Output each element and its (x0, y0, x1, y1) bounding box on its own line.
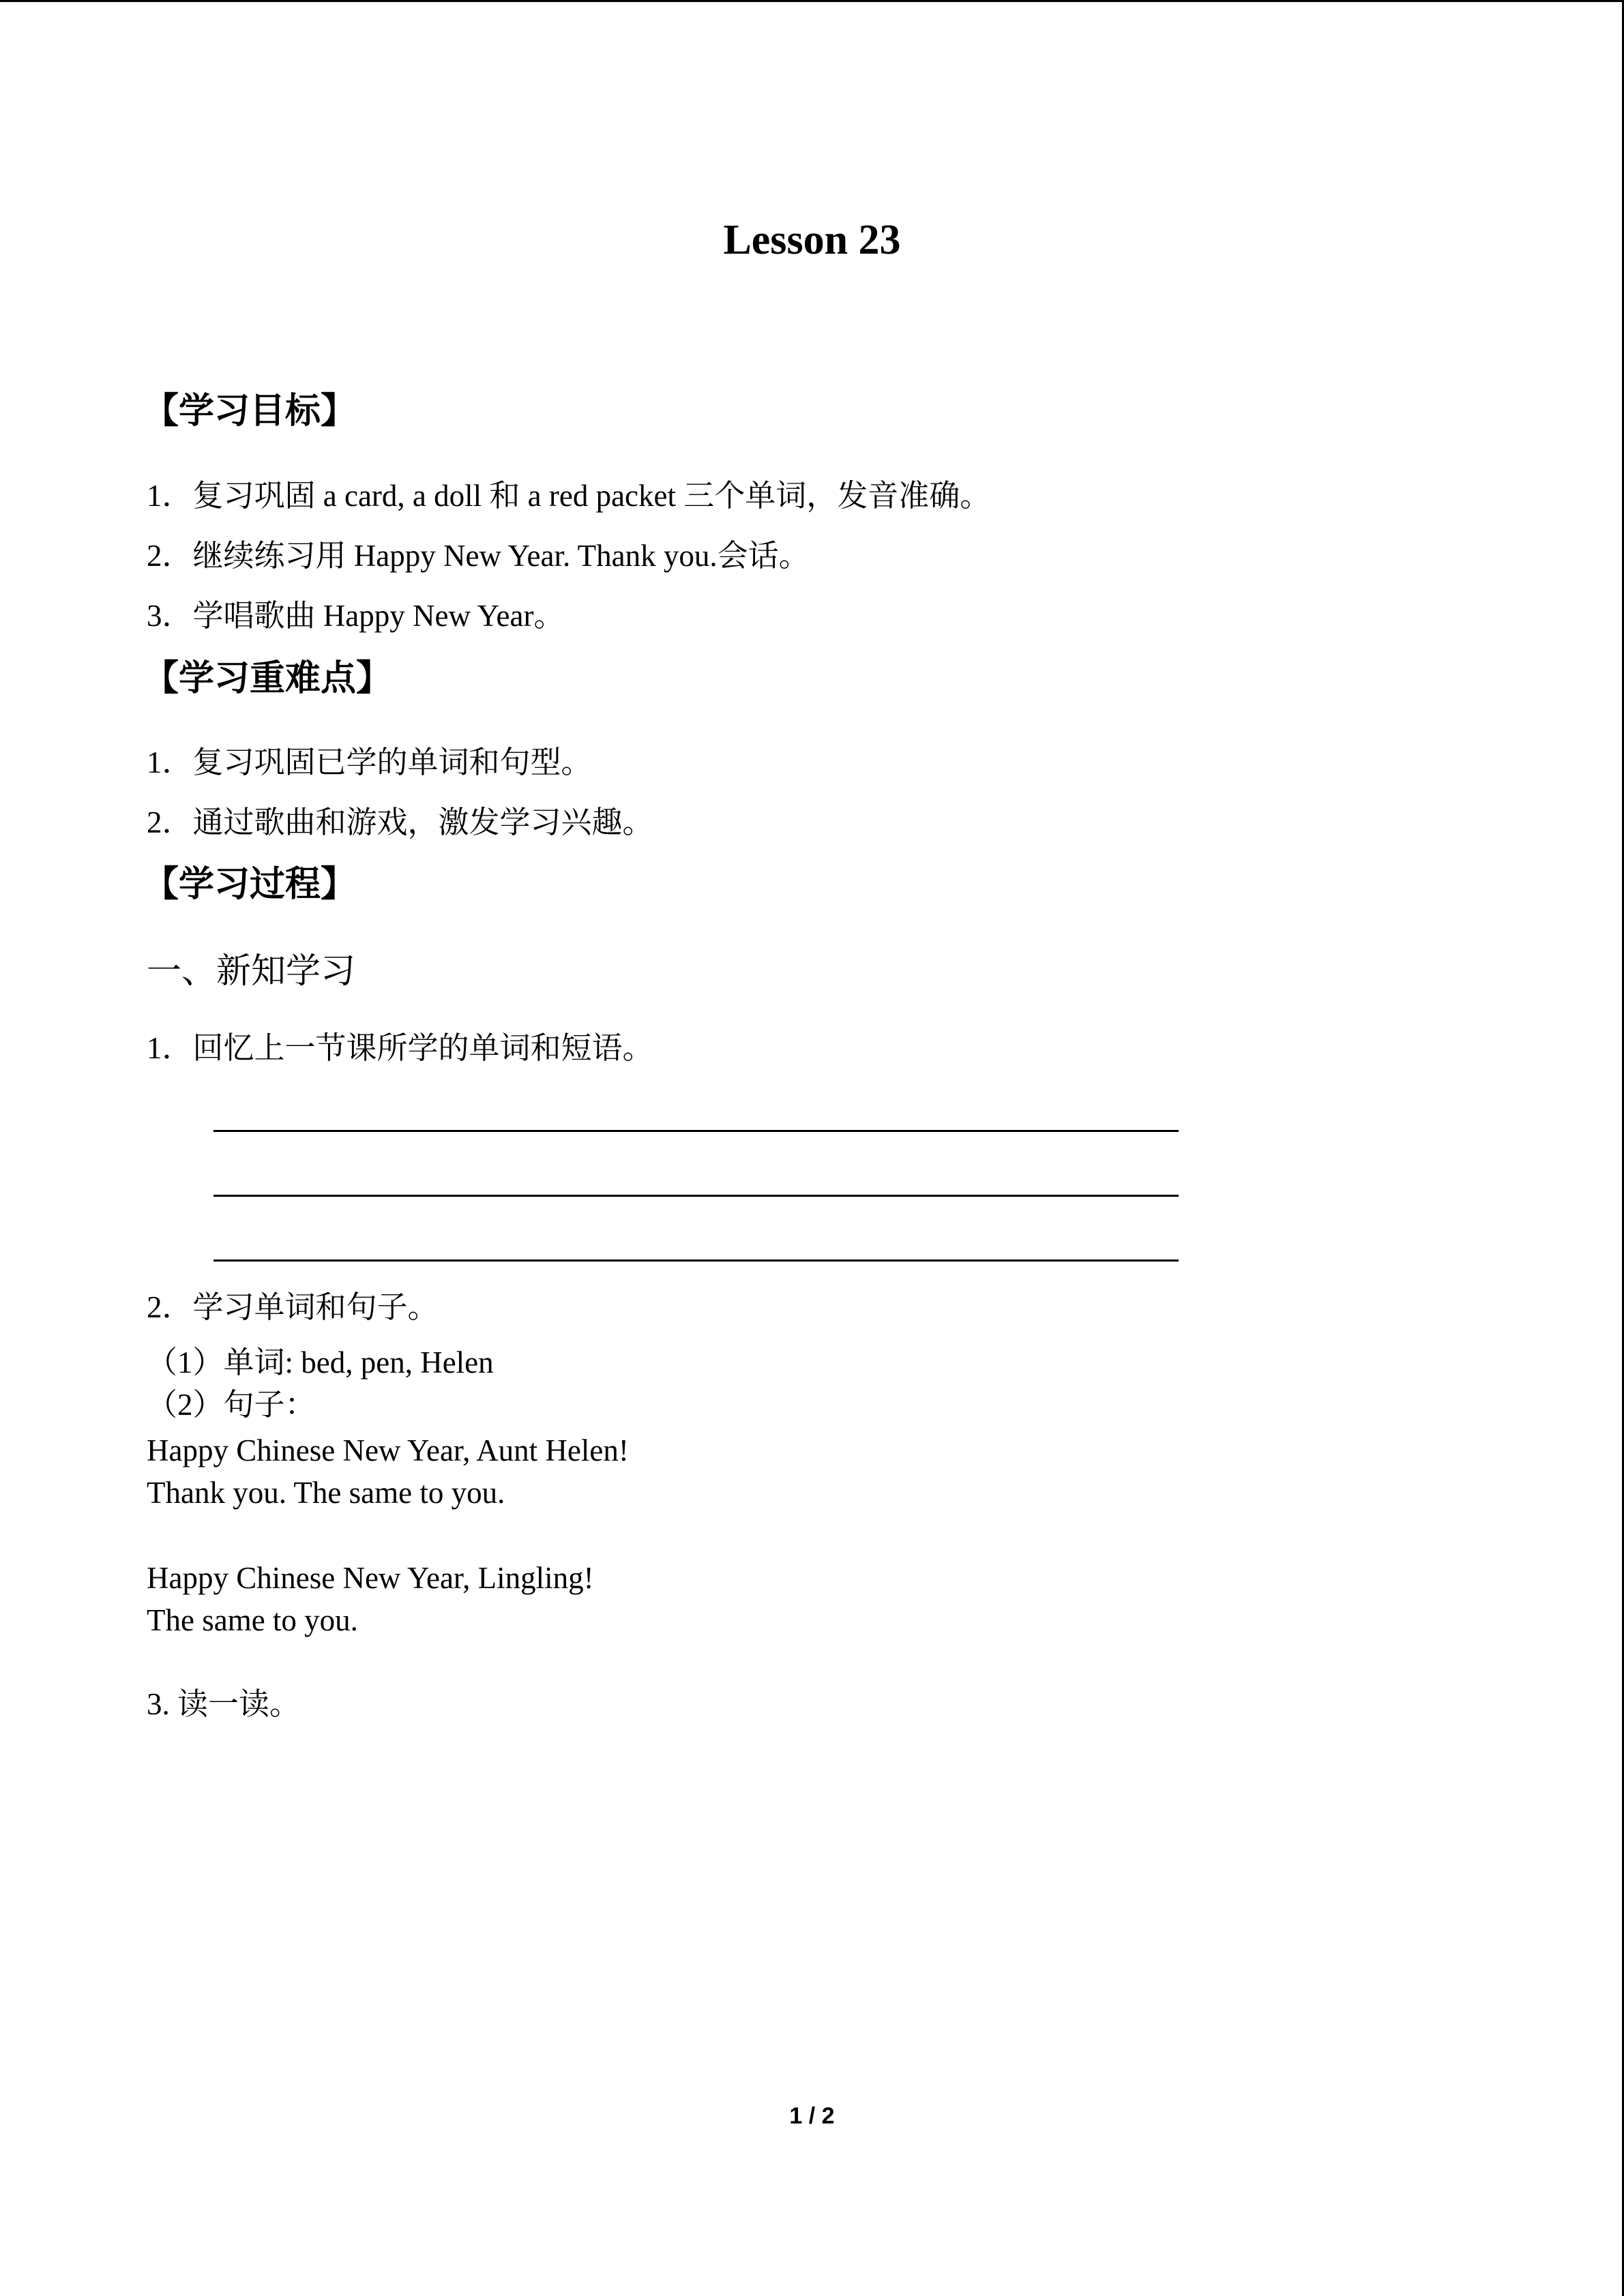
dialogue-2-line-1: Happy Chinese New Year, Lingling! (147, 1561, 594, 1595)
dialogue-1-line-2: Thank you. The same to you. (147, 1476, 505, 1510)
page-number: 1 / 2 (789, 2103, 835, 2129)
process-heading: 【学习过程】 (143, 864, 357, 905)
key-point-item-1: 1．复习巩固已学的单词和句型。 (147, 745, 592, 779)
vocabulary-words: （1）单词: bed, pen, Helen (147, 1345, 494, 1380)
dialogue-2-line-2: The same to you. (147, 1603, 358, 1637)
lesson-title: Lesson 23 (723, 217, 901, 263)
process-item-1: 1．回忆上一节课所学的单词和短语。 (147, 1031, 653, 1065)
answer-line-2[interactable] (213, 1195, 1179, 1197)
key-point-item-2: 2．通过歌曲和游戏，激发学习兴趣。 (147, 805, 653, 839)
answer-line-3[interactable] (213, 1259, 1179, 1262)
process-item-3: 3. 读一读。 (147, 1687, 301, 1721)
objective-item-1: 1．复习巩固 a card, a doll 和 a red packet 三个单词，发音准确。 (147, 479, 991, 513)
dialogue-1-line-1: Happy Chinese New Year, Aunt Helen! (147, 1433, 629, 1467)
answer-line-1[interactable] (213, 1130, 1179, 1132)
objectives-heading: 【学习目标】 (143, 391, 357, 432)
sentences-label: （2）句子： (147, 1388, 316, 1422)
new-knowledge-subsection: 一、新知学习 (147, 953, 356, 991)
objective-item-3: 3．学唱歌曲 Happy New Year。 (147, 599, 565, 633)
key-points-heading: 【学习重难点】 (143, 658, 392, 699)
objective-item-2: 2．继续练习用 Happy New Year. Thank you.会话。 (147, 539, 810, 573)
process-item-2: 2．学习单词和句子。 (147, 1290, 439, 1324)
